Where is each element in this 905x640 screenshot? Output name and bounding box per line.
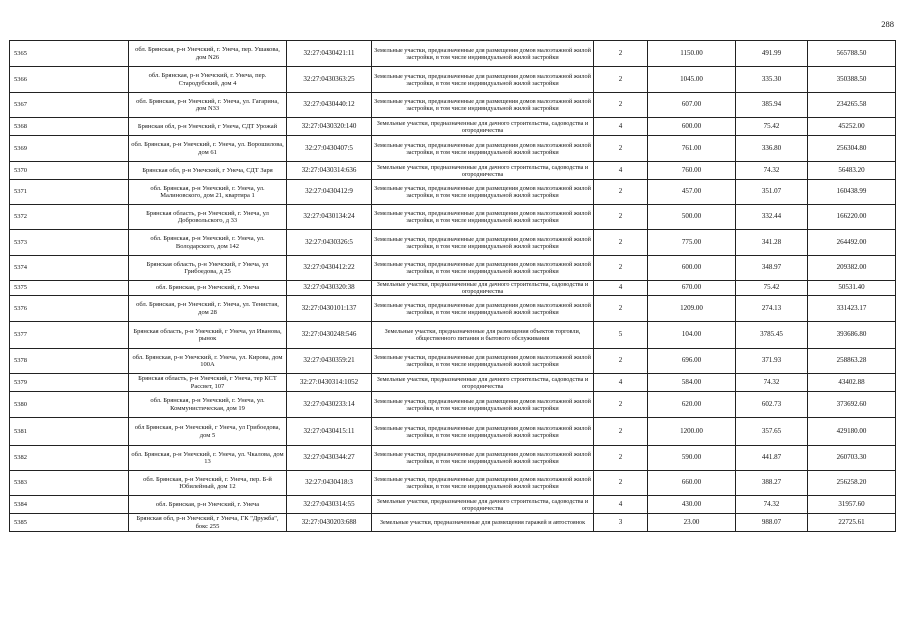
cadastral-value-cell: 264492.00 (808, 230, 896, 256)
table-row (10, 256, 896, 281)
area-cell: 584.00 (648, 374, 736, 392)
area-cell: 104.00 (648, 322, 736, 349)
cadastral-number-cell: 32:27:0430320:38 (287, 281, 372, 296)
unit-value-cell: 351.07 (736, 180, 808, 205)
area-cell: 23.00 (648, 514, 736, 532)
unit-value-cell: 441.87 (736, 446, 808, 471)
cadastral-value-cell: 56483.20 (808, 162, 896, 180)
area-cell: 607.00 (648, 93, 736, 118)
land-use-cell: Земельные участки, предназначенные для дачного строительства, садоводства и огородничества (372, 281, 594, 296)
group-cell: 2 (594, 418, 648, 446)
cadastral-number-cell: 32:27:0430314:55 (287, 496, 372, 514)
land-use-cell: Земельные участки, предназначенные для дачного строительства, садоводства и огородничества (372, 496, 594, 514)
address-cell: обл. Брянская, р-н Унечский, г. Унеча, ул. Кирова, дом 100А (129, 349, 287, 374)
cadastral-value-cell: 256258.20 (808, 471, 896, 496)
cadastral-number-cell: 32:27:0430314:636 (287, 162, 372, 180)
table-row (10, 93, 896, 118)
area-cell: 457.00 (648, 180, 736, 205)
land-use-cell: Земельные участки, предназначенные для размещения гаражей и автостоянок (372, 514, 594, 532)
group-cell: 3 (594, 514, 648, 532)
table-row (10, 180, 896, 205)
area-cell: 761.00 (648, 136, 736, 162)
table-row (10, 514, 896, 532)
cadastral-number-cell: 32:27:0430440:12 (287, 93, 372, 118)
land-use-cell: Земельные участки, предназначенные для размещения домов малоэтажной жилой застройки, в том числе индивидуальной жилой застройки (372, 471, 594, 496)
cadastral-value-cell: 331423.17 (808, 296, 896, 322)
address-cell: обл. Брянская, р-н Унечский, г. Унеча, ул. Коммунистическая, дом 19 (129, 392, 287, 418)
area-cell: 430.00 (648, 496, 736, 514)
area-cell: 500.00 (648, 205, 736, 230)
row-number: 5385 (10, 514, 129, 532)
group-cell: 4 (594, 496, 648, 514)
address-cell: обл. Брянская, р-н Унечский, г. Унеча, ул. Ворошилова, дом 61 (129, 136, 287, 162)
group-cell: 2 (594, 446, 648, 471)
address-cell: Брянская обл, р-н Унечский, г Унеча, ГК "Дружба", бокс 255 (129, 514, 287, 532)
cadastral-value-cell: 234265.58 (808, 93, 896, 118)
cadastral-value-cell: 258863.28 (808, 349, 896, 374)
area-cell: 696.00 (648, 349, 736, 374)
area-cell: 590.00 (648, 446, 736, 471)
area-cell: 600.00 (648, 118, 736, 136)
table-row (10, 296, 896, 322)
unit-value-cell: 335.30 (736, 67, 808, 93)
row-number: 5367 (10, 93, 129, 118)
table-row (10, 205, 896, 230)
unit-value-cell: 602.73 (736, 392, 808, 418)
cadastral-number-cell: 32:27:0430320:140 (287, 118, 372, 136)
table-row (10, 230, 896, 256)
unit-value-cell: 74.32 (736, 496, 808, 514)
area-cell: 1200.00 (648, 418, 736, 446)
cadastral-number-cell: 32:27:0430233:14 (287, 392, 372, 418)
cadastral-value-cell: 373692.60 (808, 392, 896, 418)
row-number: 5373 (10, 230, 129, 256)
table-row (10, 67, 896, 93)
area-cell: 775.00 (648, 230, 736, 256)
address-cell: обл. Брянская, р-н Унечский, г. Унеча, ул. Малиновского, дом 21, квартира 1 (129, 180, 287, 205)
table-row (10, 41, 896, 67)
land-use-cell: Земельные участки, предназначенные для дачного строительства, садоводства и огородничества (372, 162, 594, 180)
group-cell: 2 (594, 230, 648, 256)
unit-value-cell: 357.65 (736, 418, 808, 446)
group-cell: 2 (594, 67, 648, 93)
row-number: 5379 (10, 374, 129, 392)
land-use-cell: Земельные участки, предназначенные для размещения домов малоэтажной жилой застройки, в том числе индивидуальной жилой застройки (372, 205, 594, 230)
row-number: 5381 (10, 418, 129, 446)
cadastral-number-cell: 32:27:0430363:25 (287, 67, 372, 93)
table-row (10, 322, 896, 349)
group-cell: 2 (594, 41, 648, 67)
area-cell: 1209.00 (648, 296, 736, 322)
unit-value-cell: 348.97 (736, 256, 808, 281)
cadastral-value-cell: 31957.60 (808, 496, 896, 514)
unit-value-cell: 341.28 (736, 230, 808, 256)
land-registry-table (9, 40, 896, 532)
area-cell: 760.00 (648, 162, 736, 180)
land-use-cell: Земельные участки, предназначенные для размещения домов малоэтажной жилой застройки, в том числе индивидуальной жилой застройки (372, 418, 594, 446)
address-cell: Брянская область, р-н Унечский, г Унеча, ул Грибоедова, д 25 (129, 256, 287, 281)
row-number: 5371 (10, 180, 129, 205)
address-cell: обл. Брянская, р-н Унечский, г. Унеча, ул. Гагарина, дом N33 (129, 93, 287, 118)
unit-value-cell: 385.94 (736, 93, 808, 118)
group-cell: 2 (594, 392, 648, 418)
table-row (10, 349, 896, 374)
area-cell: 670.00 (648, 281, 736, 296)
address-cell: Брянская область, р-н Унечский, г Унеча, тер КСТ Рассвет, 107 (129, 374, 287, 392)
address-cell: обл. Брянская, р-н Унечский, г. Унеча, ул. Чкалова, дом 13 (129, 446, 287, 471)
area-cell: 620.00 (648, 392, 736, 418)
cadastral-value-cell: 350388.50 (808, 67, 896, 93)
row-number: 5376 (10, 296, 129, 322)
unit-value-cell: 988.07 (736, 514, 808, 532)
unit-value-cell: 74.32 (736, 162, 808, 180)
table-row (10, 374, 896, 392)
cadastral-number-cell: 32:27:0430412:22 (287, 256, 372, 281)
row-number: 5374 (10, 256, 129, 281)
cadastral-number-cell: 32:27:0430203:688 (287, 514, 372, 532)
group-cell: 2 (594, 471, 648, 496)
address-cell: обл. Брянская, р-н Унечский, г. Унеча, пер. Стародубский, дом 4 (129, 67, 287, 93)
row-number: 5369 (10, 136, 129, 162)
land-use-cell: Земельные участки, предназначенные для размещения домов малоэтажной жилой застройки, в том числе индивидуальной жилой застройки (372, 446, 594, 471)
land-use-cell: Земельные участки, предназначенные для дачного строительства, садоводства и огородничества (372, 118, 594, 136)
unit-value-cell: 75.42 (736, 281, 808, 296)
cadastral-number-cell: 32:27:0430415:11 (287, 418, 372, 446)
cadastral-number-cell: 32:27:0430248:546 (287, 322, 372, 349)
cadastral-value-cell: 260703.30 (808, 446, 896, 471)
table-row (10, 392, 896, 418)
row-number: 5380 (10, 392, 129, 418)
cadastral-value-cell: 50531.40 (808, 281, 896, 296)
row-number: 5382 (10, 446, 129, 471)
unit-value-cell: 491.99 (736, 41, 808, 67)
row-number: 5366 (10, 67, 129, 93)
group-cell: 2 (594, 93, 648, 118)
group-cell: 5 (594, 322, 648, 349)
cadastral-number-cell: 32:27:0430101:137 (287, 296, 372, 322)
cadastral-number-cell: 32:27:0430412:9 (287, 180, 372, 205)
cadastral-value-cell: 429180.00 (808, 418, 896, 446)
cadastral-value-cell: 393686.80 (808, 322, 896, 349)
table-row (10, 136, 896, 162)
row-number: 5372 (10, 205, 129, 230)
row-number: 5370 (10, 162, 129, 180)
table-row (10, 471, 896, 496)
group-cell: 2 (594, 349, 648, 374)
area-cell: 1045.00 (648, 67, 736, 93)
cadastral-value-cell: 256304.80 (808, 136, 896, 162)
address-cell: обл. Брянская, р-н Унечский, г. Унеча, ул. Володарского, дом 142 (129, 230, 287, 256)
address-cell: обл Брянская, р-н Унечский, г Унеча, ул Грибоедова, дом 5 (129, 418, 287, 446)
group-cell: 2 (594, 296, 648, 322)
address-cell: Брянская область, р-н Унечский, г. Унеча, ул Добровольского, д 33 (129, 205, 287, 230)
group-cell: 2 (594, 180, 648, 205)
row-number: 5365 (10, 41, 129, 67)
cadastral-number-cell: 32:27:0430134:24 (287, 205, 372, 230)
group-cell: 4 (594, 118, 648, 136)
cadastral-number-cell: 32:27:0430418:3 (287, 471, 372, 496)
group-cell: 2 (594, 136, 648, 162)
cadastral-number-cell: 32:27:0430344:27 (287, 446, 372, 471)
unit-value-cell: 75.42 (736, 118, 808, 136)
area-cell: 600.00 (648, 256, 736, 281)
land-use-cell: Земельные участки, предназначенные для размещения домов малоэтажной жилой застройки, в том числе индивидуальной жилой застройки (372, 230, 594, 256)
table-row (10, 496, 896, 514)
cadastral-number-cell: 32:27:0430326:5 (287, 230, 372, 256)
cadastral-value-cell: 166220.00 (808, 205, 896, 230)
land-use-cell: Земельные участки, предназначенные для размещения объектов торговли, общественного питания и бытового обслуживания (372, 322, 594, 349)
cadastral-value-cell: 565788.50 (808, 41, 896, 67)
land-use-cell: Земельные участки, предназначенные для размещения домов малоэтажной жилой застройки, в том числе индивидуальной жилой застройки (372, 296, 594, 322)
row-number: 5375 (10, 281, 129, 296)
address-cell: Брянская обл, р-н Унечский, г Унеча, СДТ Урожай (129, 118, 287, 136)
address-cell: обл. Брянская, р-н Унечский, г. Унеча, пер. Ушакова, дом N26 (129, 41, 287, 67)
address-cell: обл. Брянская, р-н Унечский, г. Унеча (129, 281, 287, 296)
group-cell: 4 (594, 374, 648, 392)
row-number: 5383 (10, 471, 129, 496)
cadastral-value-cell: 160438.99 (808, 180, 896, 205)
group-cell: 4 (594, 162, 648, 180)
row-number: 5377 (10, 322, 129, 349)
unit-value-cell: 74.32 (736, 374, 808, 392)
area-cell: 1150.00 (648, 41, 736, 67)
unit-value-cell: 388.27 (736, 471, 808, 496)
page-number: 288 (881, 19, 894, 29)
area-cell: 660.00 (648, 471, 736, 496)
land-use-cell: Земельные участки, предназначенные для размещения домов малоэтажной жилой застройки, в том числе индивидуальной жилой застройки (372, 41, 594, 67)
address-cell: Брянская обл, р-н Унечский, г Унеча, СДТ Заря (129, 162, 287, 180)
table-body (10, 41, 896, 532)
row-number: 5368 (10, 118, 129, 136)
row-number: 5384 (10, 496, 129, 514)
cadastral-number-cell: 32:27:0430314:1052 (287, 374, 372, 392)
cadastral-value-cell: 209382.00 (808, 256, 896, 281)
table-row (10, 118, 896, 136)
group-cell: 2 (594, 205, 648, 230)
cadastral-value-cell: 43402.88 (808, 374, 896, 392)
unit-value-cell: 274.13 (736, 296, 808, 322)
address-cell: обл. Брянская, р-н Унечский, г. Унеча, ул. Тенистая, дом 28 (129, 296, 287, 322)
table-row (10, 281, 896, 296)
land-use-cell: Земельные участки, предназначенные для размещения домов малоэтажной жилой застройки, в том числе индивидуальной жилой застройки (372, 349, 594, 374)
group-cell: 4 (594, 281, 648, 296)
cadastral-number-cell: 32:27:0430407:5 (287, 136, 372, 162)
cadastral-number-cell: 32:27:0430359:21 (287, 349, 372, 374)
table-row (10, 446, 896, 471)
table-row (10, 418, 896, 446)
row-number: 5378 (10, 349, 129, 374)
address-cell: Брянская область, р-н Унечский, г Унеча, ул Иванова, рынок (129, 322, 287, 349)
unit-value-cell: 371.93 (736, 349, 808, 374)
unit-value-cell: 332.44 (736, 205, 808, 230)
land-use-cell: Земельные участки, предназначенные для размещения домов малоэтажной жилой застройки, в том числе индивидуальной жилой застройки (372, 93, 594, 118)
cadastral-value-cell: 22725.61 (808, 514, 896, 532)
cadastral-number-cell: 32:27:0430421:11 (287, 41, 372, 67)
land-use-cell: Земельные участки, предназначенные для размещения домов малоэтажной жилой застройки, в том числе индивидуальной жилой застройки (372, 392, 594, 418)
land-use-cell: Земельные участки, предназначенные для размещения домов малоэтажной жилой застройки, в том числе индивидуальной жилой застройки (372, 180, 594, 205)
land-use-cell: Земельные участки, предназначенные для дачного строительства, садоводства и огородничества (372, 374, 594, 392)
cadastral-value-cell: 45252.00 (808, 118, 896, 136)
unit-value-cell: 336.80 (736, 136, 808, 162)
unit-value-cell: 3785.45 (736, 322, 808, 349)
land-use-cell: Земельные участки, предназначенные для размещения домов малоэтажной жилой застройки, в том числе индивидуальной жилой застройки (372, 67, 594, 93)
land-use-cell: Земельные участки, предназначенные для размещения домов малоэтажной жилой застройки, в том числе индивидуальной жилой застройки (372, 256, 594, 281)
group-cell: 2 (594, 256, 648, 281)
address-cell: обл. Брянская, р-н Унечский, г. Унеча (129, 496, 287, 514)
address-cell: обл. Брянская, р-н Унечский, г. Унеча, пер. Б-й Юбилейный, дом 12 (129, 471, 287, 496)
table-row (10, 162, 896, 180)
land-use-cell: Земельные участки, предназначенные для размещения домов малоэтажной жилой застройки, в том числе индивидуальной жилой застройки (372, 136, 594, 162)
